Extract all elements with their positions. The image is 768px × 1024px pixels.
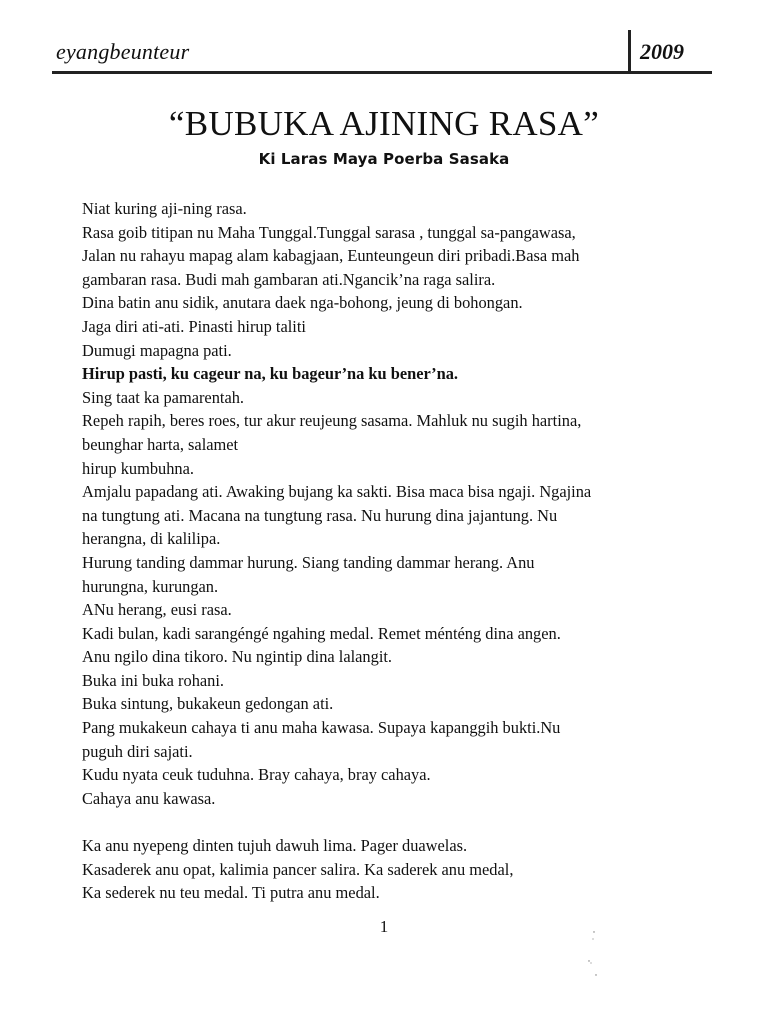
text-line-bold: Hirup pasti, ku cageur na, ku bageur’na ku bener’na. [82,364,458,384]
text-line: Kadi bulan, kadi sarangéngé ngahing medal. Remet ménténg dina angen. [82,623,561,643]
text-line: herangna, di kalilipa. [82,529,221,549]
page-header [52,30,712,72]
header-year: 2009 [640,39,684,64]
text-line: Sing taat ka pamarentah. [82,387,245,407]
text-line: Jaga diri ati-ati. Pinasti hirup taliti [82,316,306,336]
text-line: puguh diri sajati. [82,741,193,761]
text-line: hirup kumbuhna. [82,458,194,478]
text-line: Jalan nu rahayu mapag alam kabagjaan, Eunteungeun diri pribadi.Basa mah [82,246,580,266]
text-line: Anu ngilo dina tikoro. Nu ngintip dina lalangit. [82,647,393,667]
text-line: Amjalu papadang ati. Awaking bujang ka sakti. Bisa maca bisa ngaji. Ngajina [82,482,592,502]
text-line: Niat kuring aji-ning rasa. [82,199,247,218]
text-line: gambaran rasa. Budi mah gambaran ati.Ngancik’na raga salira. [82,269,496,289]
header-author: eyangbeunteur [56,39,190,64]
scan-specks [586,930,600,978]
text-line: Pang mukakeun cahaya ti anu maha kawasa. Supaya kapanggih bukti.Nu [82,718,561,738]
header-rule [52,71,712,74]
text-line: na tungtung ati. Macana na tungtung rasa. Nu hurung dina jajantung. Nu [82,505,558,525]
poem-body [82,197,712,905]
text-line: Ka sederek nu teu medal. Ti putra anu medal. [82,883,380,903]
text-line: Dina batin anu sidik, anutara daek nga-bohong, jeung di bohongan. [82,293,523,313]
text-line: Rasa goib titipan nu Maha Tunggal.Tunggal sarasa , tunggal sa-pangawasa, [82,222,576,242]
text-line: Ka anu nyepeng dinten tujuh dawuh lima. Pager duawelas. [82,836,468,856]
text-line: beunghar harta, salamet [82,434,239,454]
text-line: Repeh rapih, beres roes, tur akur reujeung sasama. Mahluk nu sugih hartina, [82,411,582,431]
text-line: Buka sintung, bukakeun gedongan ati. [82,694,334,714]
page-number: 1 [379,917,389,936]
text-line: Kasaderek anu opat, kalimia pancer salira. Ka saderek anu medal, [82,859,514,879]
text-line: Dumugi mapagna pati. [82,340,232,360]
document-title: “BUBUKA AJINING RASA” [168,104,600,143]
text-line: Cahaya anu kawasa. [82,788,216,808]
text-line: hurungna, kurungan. [82,576,219,596]
text-line: Buka ini buka rohani. [82,670,225,690]
text-line: ANu herang, eusi rasa. [82,600,232,620]
stanza-break [82,810,712,834]
document-subtitle: Ki Laras Maya Poerba Sasaka [258,150,510,168]
header-divider [628,30,631,72]
text-line: Hurung tanding dammar hurung. Siang tanding dammar herang. Anu [82,552,535,572]
text-line: Kudu nyata ceuk tuduhna. Bray cahaya, bray cahaya. [82,765,431,785]
